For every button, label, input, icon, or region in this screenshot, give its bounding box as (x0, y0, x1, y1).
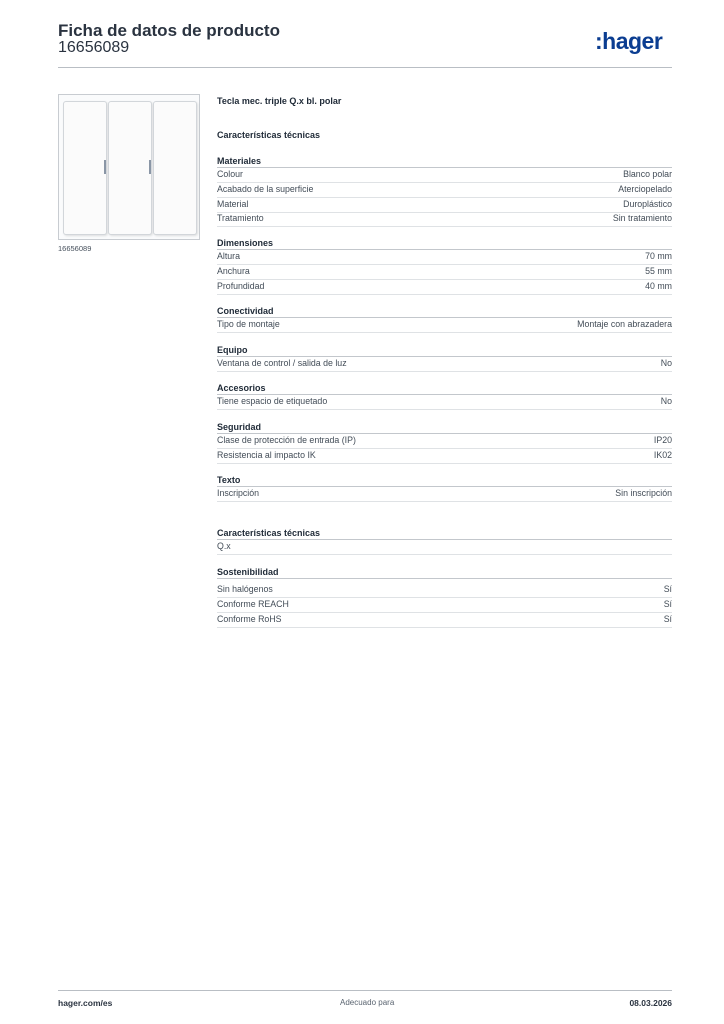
section-title: Accesorios (217, 383, 266, 393)
section-title: Seguridad (217, 422, 262, 432)
section-title: Conectividad (217, 306, 274, 316)
spec-value: Aterciopelado (618, 184, 672, 194)
spec-value: Sí (663, 599, 672, 609)
spec-value: 40 mm (645, 281, 672, 291)
spec-value: Blanco polar (623, 169, 672, 179)
spec-label: Material (217, 199, 249, 209)
rocker-middle (108, 101, 152, 235)
product-code: 16656089 (58, 39, 130, 56)
spec-row (217, 212, 672, 227)
spec-row (217, 265, 672, 280)
spec-value: Duroplástico (623, 199, 672, 209)
spec-value: IP20 (653, 435, 672, 445)
spec-label: Q.x (217, 541, 231, 551)
spec-row (217, 357, 672, 372)
spec-value: 55 mm (645, 266, 672, 276)
spec-row (217, 583, 672, 598)
spec-label: Colour (217, 169, 243, 179)
spec-row (217, 183, 672, 198)
spec-value: No (660, 396, 672, 406)
rocker-mark (149, 160, 151, 174)
image-caption: 16656089 (58, 244, 92, 253)
spec-label: Sin halógenos (217, 584, 273, 594)
spec-label: Anchura (217, 266, 250, 276)
spec-label: Ventana de control / salida de luz (217, 358, 347, 368)
section-title: Texto (217, 475, 241, 485)
section-title: Dimensiones (217, 238, 274, 248)
spec-label: Clase de protección de entrada (IP) (217, 435, 356, 445)
rocker-left (63, 101, 107, 235)
spec-row (217, 434, 672, 449)
spec-row (217, 280, 672, 295)
footer-website-link[interactable]: hager.com/es (58, 998, 113, 1008)
spec-row (217, 318, 672, 333)
page-title: Ficha de datos de producto (58, 21, 280, 40)
spec-label: Inscripción (217, 488, 260, 498)
spec-value: No (660, 358, 672, 368)
spec-label: Conforme REACH (217, 599, 289, 609)
spec-label: Tipo de montaje (217, 319, 280, 329)
spec-value: Sí (663, 584, 672, 594)
section-title: Sostenibilidad (217, 567, 279, 577)
spec-value: Sí (663, 614, 672, 624)
spec-value: Montaje con abrazadera (577, 319, 672, 329)
spec-row (217, 168, 672, 183)
header-divider (58, 67, 672, 68)
section-divider (217, 578, 672, 579)
spec-label: Tiene espacio de etiquetado (217, 396, 328, 406)
footer-suitable-for: Adecuado para (340, 998, 395, 1007)
spec-row (217, 250, 672, 265)
rocker-right (153, 101, 197, 235)
product-name: Tecla mec. triple Q.x bl. polar (217, 96, 342, 106)
spec-label: Conforme RoHS (217, 614, 282, 624)
spec-value: IK02 (653, 450, 672, 460)
spec-row (217, 613, 672, 628)
footer-date: 08.03.2026 (629, 998, 672, 1008)
spec-row (217, 395, 672, 410)
product-image (58, 94, 200, 240)
rocker-mark (104, 160, 106, 174)
main-heading: Características técnicas (217, 130, 321, 140)
section-title: Equipo (217, 345, 248, 355)
section-title: Materiales (217, 156, 262, 166)
spec-row (217, 449, 672, 464)
spec-label: Acabado de la superficie (217, 184, 314, 194)
hager-logo: :hager (595, 28, 663, 54)
spec-value: 70 mm (645, 251, 672, 261)
spec-value: Sin inscripción (615, 488, 672, 498)
section-title: Características técnicas (217, 528, 321, 538)
spec-label: Altura (217, 251, 240, 261)
spec-label: Profundidad (217, 281, 265, 291)
footer-divider (58, 990, 672, 991)
spec-row (217, 198, 672, 213)
spec-row (217, 598, 672, 613)
spec-label: Tratamiento (217, 213, 264, 223)
spec-label: Resistencia al impacto IK (217, 450, 316, 460)
spec-row (217, 540, 672, 555)
spec-value: Sin tratamiento (612, 213, 672, 223)
spec-row (217, 487, 672, 502)
